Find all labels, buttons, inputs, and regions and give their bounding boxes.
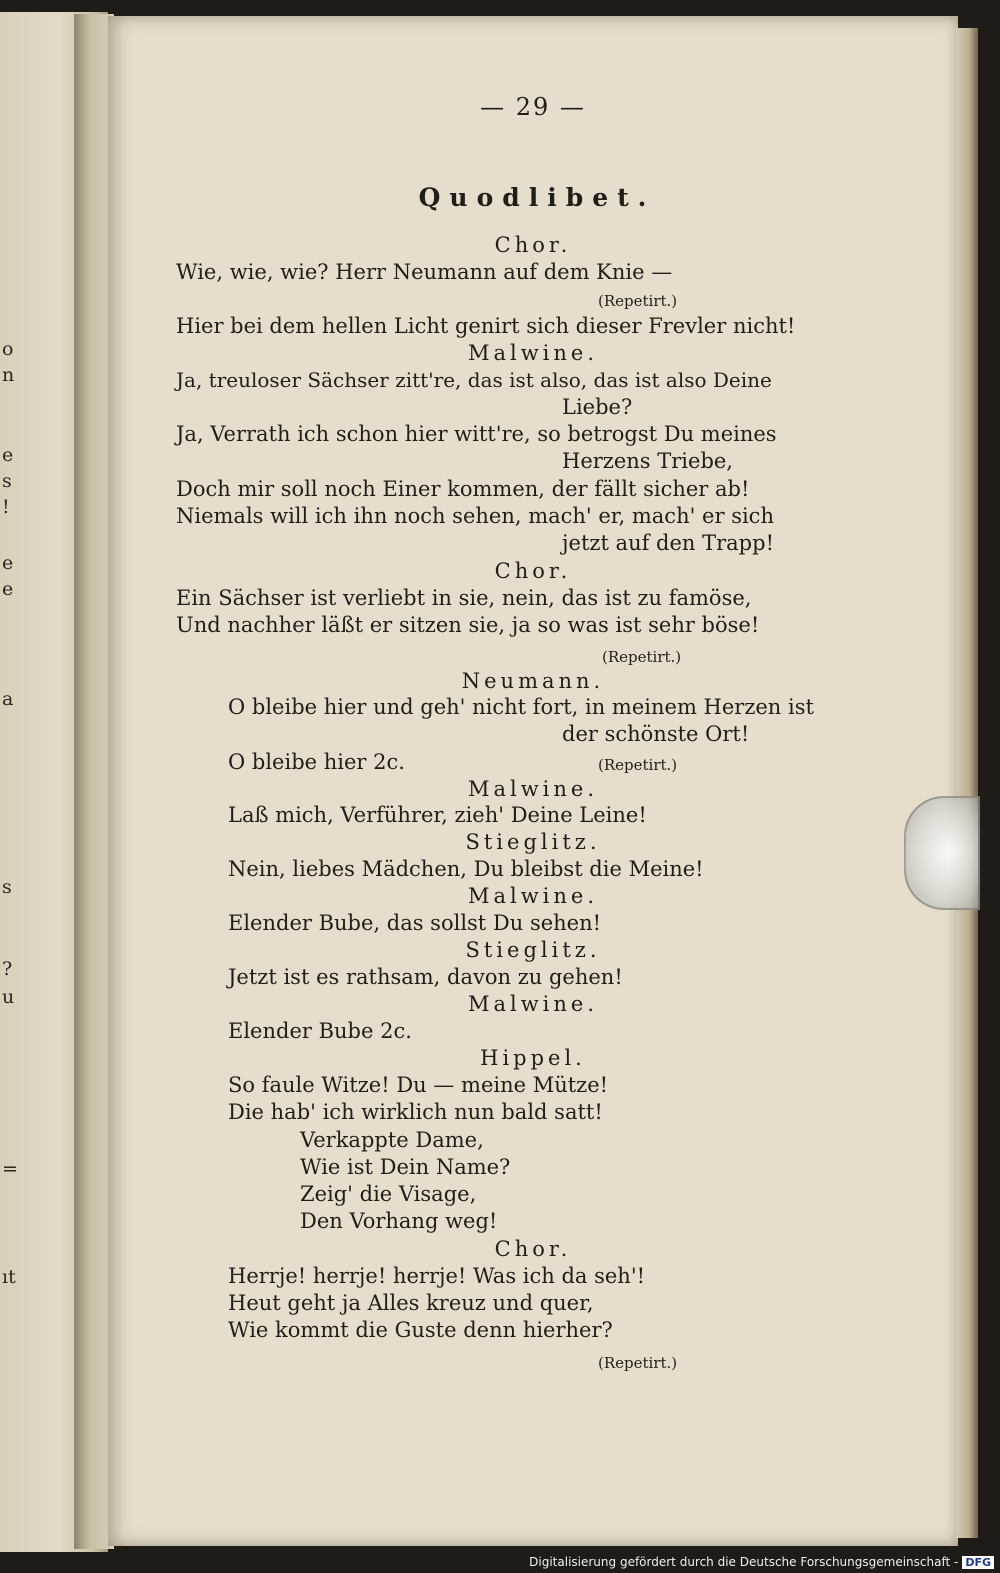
verse-line: Ja, Verrath ich schon hier witt're, so betrogst Du meines [176,422,777,446]
speaker-name: Chor. [494,233,572,257]
verse-line: Liebe? [562,395,633,419]
verse-line: Nein, liebes Mädchen, Du bleibst die Meine! [228,857,704,881]
verse-line: Wie kommt die Guste denn hierher? [228,1318,613,1342]
dfg-logo: DFG [962,1556,994,1569]
speaker-name: Chor. [494,559,572,583]
page-edge [956,28,978,1538]
verse-line: Jetzt ist es rathsam, davon zu gehen! [228,965,623,989]
margin-fragment: = [2,1158,18,1180]
verse-line: Heut geht ja Alles kreuz und quer, [228,1291,594,1315]
verse-line: Niemals will ich ihn noch sehen, mach' er, mach' er sich [176,504,774,528]
stage-direction: (Repetirt.) [598,756,678,774]
page-title: Quodlibet. [418,183,656,212]
margin-fragment: a [2,688,14,710]
speaker-name: Hippel. [480,1046,586,1070]
margin-fragment: o [2,338,14,360]
stage-direction: (Repetirt.) [598,1354,678,1372]
verse-line: Herrje! herrje! herrje! Was ich da seh'! [228,1264,646,1288]
speaker-name: Stieglitz. [465,830,601,854]
verse-line: Elender Bube, das sollst Du sehen! [228,911,602,935]
verse-line: Und nachher läßt er sitzen sie, ja so was ist sehr böse! [176,613,760,637]
margin-fragment: s [2,470,12,492]
verse-line: Verkappte Dame, [300,1128,484,1152]
digitization-credit [529,1553,994,1571]
verse-line: der schönste Ort! [562,722,750,746]
margin-fragment: e [2,444,14,466]
margin-fragment: s [2,876,12,898]
margin-fragment: ? [2,958,13,980]
credit-text: Digitalisierung gefördert durch die Deutsche Forschungsgemeinschaft - [529,1555,959,1569]
speaker-name: Neumann. [461,669,605,693]
margin-fragment: u [2,986,15,1008]
speaker-name: Malwine. [467,992,599,1016]
speaker-name: Stieglitz. [465,938,601,962]
speaker-name: Chor. [494,1237,572,1261]
verse-line: Die hab' ich wirklich nun bald satt! [228,1100,603,1124]
verse-line: Zeig' die Visage, [300,1182,477,1206]
verse-line: Den Vorhang weg! [300,1209,498,1233]
verse-line: Ja, treuloser Sächser zitt're, das ist also, das ist also Deine [176,368,772,392]
stage-direction: (Repetirt.) [602,648,682,666]
verse-line: O bleibe hier und geh' nicht fort, in meinem Herzen ist [228,695,814,719]
speaker-name: Malwine. [467,884,599,908]
margin-fragment: n [2,364,15,386]
margin-fragment: e [2,578,14,600]
verse-line: Elender Bube 2c. [228,1019,412,1043]
verse-line: Ein Sächser ist verliebt in sie, nein, das ist zu famöse, [176,586,752,610]
page-number: — 29 — [480,93,586,121]
speaker-name: Malwine. [467,777,599,801]
margin-fragment: e [2,552,14,574]
verse-line: Wie, wie, wie? Herr Neumann auf dem Knie — [176,260,673,284]
verse-line: jetzt auf den Trapp! [562,531,775,555]
verse-line: Doch mir soll noch Einer kommen, der fällt sicher ab! [176,477,750,501]
verse-line: Herzens Triebe, [562,449,733,473]
stage-direction: (Repetirt.) [598,292,678,310]
verse-line: So faule Witze! Du — meine Mütze! [228,1073,609,1097]
margin-fragment: ! [2,496,10,518]
margin-fragment: ıt [2,1266,16,1288]
verse-line: O bleibe hier 2c. [228,750,405,774]
verse-line: Hier bei dem hellen Licht genirt sich dieser Frevler nicht! [176,314,796,338]
verse-line: Laß mich, Verführer, zieh' Deine Leine! [228,803,647,827]
verse-line: Wie ist Dein Name? [300,1155,511,1179]
speaker-name: Malwine. [467,341,599,365]
